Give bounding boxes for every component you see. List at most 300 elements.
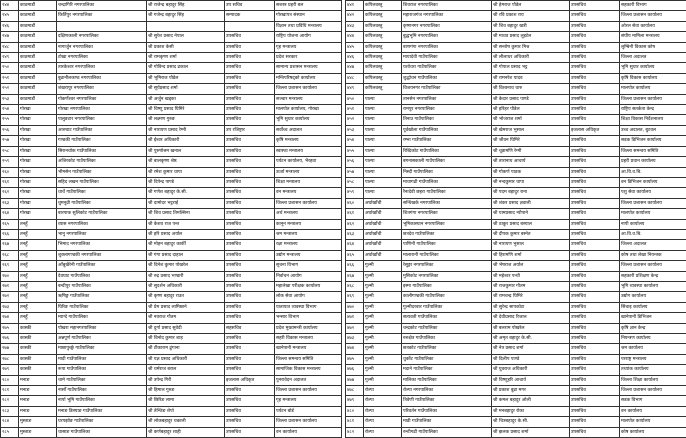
left-table: [0, 0, 342, 438]
table-cell: इजलास अधिकृत: [570, 125, 620, 135]
table-cell: स्वास्थ्य मन्त्रालय: [275, 146, 342, 156]
table-cell: गुल्मी: [364, 365, 402, 375]
table-cell: श्री राजकुमार गौतम: [492, 281, 570, 291]
table-cell: २७५: [1, 323, 19, 333]
table-cell: आ.वि.व.बि.: [620, 229, 686, 239]
table-cell: मनाङ: [19, 375, 57, 385]
table-cell: इजलास अधिकृत: [225, 375, 275, 385]
table-cell: ४७८: [346, 386, 364, 396]
table-cell: श्री धर्मराज बराल: [147, 365, 225, 375]
table-cell: बन्दीपुर गाउँपालिका: [57, 281, 147, 291]
table-cell: श्री माधव प्रसाद लुइटेल: [492, 32, 570, 42]
table-cell: उपसचिव: [225, 53, 275, 63]
table-cell: धार्चे गाउँपालिका: [57, 188, 147, 198]
table-cell: वन कार्यालय: [275, 427, 342, 437]
table-cell: श्री हरिहर पौडेल: [492, 105, 570, 115]
table-cell: काठमाडौं: [19, 11, 57, 21]
table-cell: गुल्मी: [364, 334, 402, 344]
table-cell: उपसचिव: [225, 250, 275, 260]
table-cell: गोरखा: [19, 177, 57, 187]
table-row: [1, 209, 342, 219]
table-cell: [225, 21, 275, 31]
table-cell: श्री खेमराज भुसाल: [492, 125, 570, 135]
table-cell: अर्घाखाँची: [364, 250, 402, 260]
table-cell: श्री तेन्जिङ शेर्पा: [147, 406, 225, 416]
table-cell: सहिद लखन गाउँपालिका: [57, 177, 147, 187]
table-row: [346, 427, 686, 437]
table-cell: उपसचिव: [225, 105, 275, 115]
table-cell: सिरानचोक गाउँपालिका: [57, 146, 147, 156]
table-cell: जिल्ला प्रशासन कार्यालय: [620, 11, 686, 21]
table-cell: कृषि विकास कार्यालय: [620, 73, 686, 83]
table-cell: अर्थ मन्त्रालय: [275, 209, 342, 219]
table-cell: उप रजिष्ट्रार: [225, 125, 275, 135]
table-cell: श्री विष्णुहरि आचार्य: [492, 375, 570, 385]
table-cell: श्री कृष्ण बहादुर राउत: [147, 292, 225, 302]
table-cell: ४४४: [346, 32, 364, 42]
table-cell: मुसिकोट नगरपालिका: [402, 271, 492, 281]
table-cell: उपसचिव: [225, 302, 275, 312]
table-cell: उच्च अदालत, बुटवल: [620, 125, 686, 135]
table-cell: गुल्मी: [364, 323, 402, 333]
table-cell: उपसचिव: [570, 344, 620, 354]
table-cell: जिल्ला अदालत: [620, 53, 686, 63]
table-row: [346, 209, 686, 219]
table-cell: वन कार्यालय: [620, 406, 686, 416]
table-cell: उपसचिव: [570, 240, 620, 250]
table-cell: श्री उपेन्द्र गिरी: [147, 375, 225, 385]
table-cell: सम्पादक: [225, 11, 275, 21]
table-cell: उपसचिव: [225, 406, 275, 416]
table-cell: गोरखा: [19, 115, 57, 125]
table-cell: उपसचिव: [225, 209, 275, 219]
table-cell: २७७: [1, 344, 19, 354]
table-cell: मनाङ: [19, 386, 57, 396]
table-cell: गोरखा: [19, 209, 57, 219]
table-row: [346, 302, 686, 312]
table-cell: तथ्यांक कार्यालय: [620, 365, 686, 375]
table-cell: उपसचिव: [225, 292, 275, 302]
table-cell: पोखरा महानगरपालिका: [57, 323, 147, 333]
table-cell: ४५९: [346, 188, 364, 198]
table-cell: चुमनुव्री गाउँपालिका: [57, 198, 147, 208]
table-cell: श्री पुरुषोत्तम खनाल: [147, 146, 225, 156]
table-cell: उपसचिव: [225, 281, 275, 291]
table-cell: तनहुँ: [19, 250, 57, 260]
table-cell: श्री लीलाधर अधिकारी: [492, 53, 570, 63]
table-cell: उपसचिव: [225, 313, 275, 323]
table-cell: वन डिभिजन कार्यालय: [620, 177, 686, 187]
table-cell: श्री युवराज अधिकारी: [492, 365, 570, 375]
table-cell: शिक्षा मन्त्रालय: [275, 177, 342, 187]
table-cell: कास्की: [19, 354, 57, 364]
table-row: [1, 188, 342, 198]
table-cell: ऊर्जा मन्त्रालय: [275, 167, 342, 177]
table-row: [1, 146, 342, 156]
table-cell: कपिलवस्तु: [364, 32, 402, 42]
table-cell: श्री भूमिराज पौडेल: [147, 73, 225, 83]
table-row: [346, 1, 686, 11]
table-cell: अजिरकोट गाउँपालिका: [57, 157, 147, 167]
table-cell: रोल्पा: [364, 427, 402, 437]
table-cell: कास्की: [19, 365, 57, 375]
table-cell: कास्की: [19, 323, 57, 333]
table-cell: सडक डिभिजन कार्यालय: [620, 136, 686, 146]
table-cell: २५१: [1, 73, 19, 83]
table-cell: घिरिङ गाउँपालिका: [57, 302, 147, 312]
table-cell: व्यास नगरपालिका: [57, 219, 147, 229]
table-cell: ४४५: [346, 42, 364, 52]
table-cell: श्री हिरामणि शर्मा: [492, 250, 570, 260]
table-cell: उपसचिव: [225, 344, 275, 354]
table-cell: २७०: [1, 271, 19, 281]
table-cell: मदाने गाउँपालिका: [402, 365, 492, 375]
table-cell: त्रिवेणी गाउँपालिका: [402, 396, 492, 406]
table-cell: गुल्मी: [364, 313, 402, 323]
table-row: [1, 313, 342, 323]
table-cell: श्री नारायण प्रसाद रेग्मी: [147, 125, 225, 135]
table-cell: उपसचिव: [225, 271, 275, 281]
table-cell: जिल्ला प्रशासन कार्यालय: [620, 198, 686, 208]
table-cell: ४७०: [346, 302, 364, 312]
table-cell: श्री छिरिङ लामा: [147, 396, 225, 406]
table-cell: यातायात व्यवस्था विभाग: [275, 302, 342, 312]
table-row: [1, 229, 342, 239]
table-cell: २६७: [1, 240, 19, 250]
table-cell: काठमाडौं: [19, 63, 57, 73]
table-cell: जिल्ला प्रशासन कार्यालय: [620, 94, 686, 104]
table-row: [346, 375, 686, 385]
table-cell: गोकर्णेश्वर नगरपालिका: [57, 94, 147, 104]
table-cell: उद्योग मन्त्रालय: [275, 250, 342, 260]
table-cell: रम्भा गाउँपालिका: [402, 136, 492, 146]
table-cell: काठमाडौं: [19, 1, 57, 11]
table-row: [346, 271, 686, 281]
table-cell: ४७५: [346, 354, 364, 364]
table-cell: ४५४: [346, 136, 364, 146]
table-cell: वन मन्त्रालय: [275, 188, 342, 198]
table-cell: शुक्लागण्डकी नगरपालिका: [57, 250, 147, 260]
table-cell: अर्घाखाँची: [364, 198, 402, 208]
table-row: [1, 365, 342, 375]
table-cell: श्री शंकर प्रसाद ज्ञवाली: [492, 198, 570, 208]
table-cell: जिल्ला प्रशासन कार्यालय: [275, 417, 342, 427]
table-cell: बुढानीलकण्ठ नगरपालिका: [57, 73, 147, 83]
table-row: [346, 84, 686, 94]
right-column: [345, 0, 686, 430]
table-row: [1, 198, 342, 208]
table-cell: लोक सेवा आयोग: [275, 292, 342, 302]
table-cell: तानसेन नगरपालिका: [402, 94, 492, 104]
table-cell: ४५५: [346, 146, 364, 156]
table-cell: श्री गोविन्द प्रसाद ढकाल: [147, 63, 225, 73]
table-cell: २५०: [1, 63, 19, 73]
table-cell: २५६: [1, 125, 19, 135]
table-row: [346, 21, 686, 31]
table-cell: २६४: [1, 209, 19, 219]
table-cell: अन्नपूर्ण गाउँपालिका: [57, 334, 147, 344]
table-cell: रक्षा मन्त्रालय: [275, 240, 342, 250]
table-cell: पाल्पा: [364, 157, 402, 167]
table-cell: श्री विश्वनाथ थारु: [492, 84, 570, 94]
table-cell: २८२: [1, 396, 19, 406]
table-cell: ४७१: [346, 313, 364, 323]
table-cell: सशस्त्र प्रहरी बल: [275, 1, 342, 11]
table-cell: आँबुखैरेनी गाउँपालिका: [57, 261, 147, 271]
table-cell: श्री लोकबहादुर थकाली: [147, 417, 225, 427]
table-cell: २५३: [1, 94, 19, 104]
table-row: [1, 219, 342, 229]
table-cell: जिल्ला समन्वय समिति: [275, 354, 342, 364]
table-cell: भानु नगरपालिका: [57, 229, 147, 239]
table-cell: गण्डकी गाउँपालिका: [57, 136, 147, 146]
table-cell: उपसचिव: [570, 417, 620, 427]
table-cell: उपसचिव: [225, 84, 275, 94]
table-row: [1, 354, 342, 364]
table-cell: पाल्पा: [364, 105, 402, 115]
table-cell: ४४९: [346, 84, 364, 94]
table-cell: श्री विनोद कुमार शाह: [147, 334, 225, 344]
table-cell: २४५: [1, 11, 19, 21]
table-cell: श्री सन्तोष कुमार मिश्र: [492, 42, 570, 52]
left-column: [0, 0, 341, 430]
table-cell: रेसुङ्गा नगरपालिका: [402, 261, 492, 271]
table-cell: उपसचिव: [225, 417, 275, 427]
table-cell: पर्यटन बोर्ड: [275, 406, 342, 416]
table-cell: ४६४: [346, 240, 364, 250]
table-cell: श्री प्रकाश केसी: [147, 42, 225, 52]
table-cell: उपसचिव: [570, 313, 620, 323]
table-cell: ऋषिङ्ग गाउँपालिका: [57, 292, 147, 302]
table-cell: गुल्मी: [364, 375, 402, 385]
table-cell: प्रदेश मुख्यमन्त्री कार्यालय: [275, 323, 342, 333]
table-row: [346, 167, 686, 177]
table-cell: पशु सेवा कार्यालय: [620, 188, 686, 198]
table-cell: उपसचिव: [225, 115, 275, 125]
table-cell: श्री टीकाराम ढुंगाना: [147, 344, 225, 354]
table-cell: आरुघाट गाउँपालिका: [57, 125, 147, 135]
table-row: [346, 177, 686, 187]
table-row: [346, 261, 686, 271]
table-row: [1, 32, 342, 42]
table-cell: ४६०: [346, 198, 364, 208]
table-cell: २७८: [1, 354, 19, 364]
table-cell: दक्षिणकाली नगरपालिका: [57, 32, 147, 42]
table-row: [346, 292, 686, 302]
table-cell: प्रहरी प्रधान कार्यालय: [620, 157, 686, 167]
table-cell: कपिलवस्तु: [364, 63, 402, 73]
table-cell: महालेखा परीक्षक कार्यालय: [275, 281, 342, 291]
table-cell: श्री रामकृष्ण शर्मा: [147, 53, 225, 63]
table-cell: उपसचिव: [570, 136, 620, 146]
table-cell: कास्की: [19, 344, 57, 354]
table-cell: श्री अमृत बहादुर के.सी.: [492, 334, 570, 344]
table-cell: श्री रमेश कुमार थापा: [147, 167, 225, 177]
table-cell: राष्ट्रिय योजना आयोग: [275, 32, 342, 42]
table-cell: उपसचिव: [570, 334, 620, 344]
table-cell: गुल्मी: [364, 354, 402, 364]
table-cell: कपिलवस्तु: [364, 11, 402, 21]
table-cell: भूमिकास्थान नगरपालिका: [402, 219, 492, 229]
table-cell: ओरल सेवा कार्यालय: [620, 21, 686, 31]
table-cell: श्री यज्ञ प्रसाद अधिकारी: [147, 354, 225, 364]
table-cell: माडी गाउँपालिका: [402, 417, 492, 427]
table-cell: कपिलवस्तु: [364, 1, 402, 11]
table-row: [346, 42, 686, 52]
table-row: [1, 344, 342, 354]
table-cell: छत्रकोट गाउँपालिका: [402, 344, 492, 354]
table-row: [346, 136, 686, 146]
table-cell: उपसचिव: [225, 32, 275, 42]
table-cell: तनहुँ: [19, 313, 57, 323]
table-cell: तारकेश्वर नगरपालिका: [57, 63, 147, 73]
table-row: [346, 229, 686, 239]
table-cell: श्री कर्णबहादुर शाही: [147, 427, 225, 437]
table-cell: गुल्मी: [364, 271, 402, 281]
table-cell: श्री पदम बहादुर राना: [492, 188, 570, 198]
table-cell: श्री सूर्यप्रसाद शर्मा: [147, 84, 225, 94]
table-cell: श्री तारानाथ आचार्य: [492, 157, 570, 167]
table-cell: श्री रवि प्रकाश राय: [492, 11, 570, 21]
table-cell: काठमाडौं: [19, 53, 57, 63]
table-cell: संघीय मामिला मन्त्रालय: [620, 32, 686, 42]
table-cell: २५७: [1, 136, 19, 146]
table-cell: उपसचिव: [225, 136, 275, 146]
table-cell: सहकारी विभाग: [620, 1, 686, 11]
table-cell: ४८०: [346, 406, 364, 416]
table-cell: बाणगंगा नगरपालिका: [402, 42, 492, 52]
table-cell: उपसचिव: [570, 73, 620, 83]
table-cell: श्री ठाकुर प्रसाद बस्याल: [492, 219, 570, 229]
table-cell: २७३: [1, 302, 19, 312]
right-table: [345, 0, 686, 438]
table-cell: तनहुँ: [19, 219, 57, 229]
table-cell: ४५८: [346, 177, 364, 187]
table-cell: उपसचिव: [570, 11, 620, 21]
table-cell: तिनाउ गाउँपालिका: [402, 115, 492, 125]
table-cell: उपसचिव: [225, 229, 275, 239]
table-cell: उपसचिव: [570, 271, 620, 281]
table-cell: गोरखा: [19, 136, 57, 146]
left-table-body: [1, 1, 342, 438]
table-cell: ४८२: [346, 427, 364, 437]
table-cell: कानून मन्त्रालय: [275, 219, 342, 229]
table-cell: गोरखा: [19, 146, 57, 156]
table-cell: तनहुँ: [19, 229, 57, 239]
table-cell: उपसचिव: [570, 188, 620, 198]
table-row: [346, 105, 686, 115]
table-row: [346, 146, 686, 156]
table-cell: श्री बालकृष्ण श्रेष्ठ: [147, 157, 225, 167]
table-cell: श्री बलराम पोखरेल: [492, 323, 570, 333]
table-cell: गुल्मी: [364, 292, 402, 302]
table-cell: उपसचिव: [570, 32, 620, 42]
table-cell: शितगंगा नगरपालिका: [402, 209, 492, 219]
table-cell: बगनासकाली गाउँपालिका: [402, 157, 492, 167]
table-cell: कोष तथा लेखा नियन्त्रक: [620, 250, 686, 260]
table-cell: काठमाडौं: [19, 32, 57, 42]
table-cell: गृह मन्त्रालय: [275, 42, 342, 52]
table-cell: श्री रुद्र प्रसाद भण्डारी: [147, 271, 225, 281]
table-cell: उपसचिव: [225, 73, 275, 83]
table-row: [1, 386, 342, 396]
table-cell: श्री नवराज गौतम: [147, 313, 225, 323]
table-cell: २७९: [1, 365, 19, 375]
table-cell: नियन्त्रण कार्यालय: [620, 334, 686, 344]
table-cell: उपसचिव: [225, 427, 275, 437]
table-cell: उपसचिव: [225, 334, 275, 344]
table-cell: ४४१: [346, 1, 364, 11]
table-cell: श्री रामनरेश यादव: [492, 73, 570, 83]
table-row: [346, 354, 686, 364]
table-cell: गुल्मी: [364, 261, 402, 271]
table-cell: उपसचिव: [225, 94, 275, 104]
table-cell: छत्रदेव गाउँपालिका: [402, 229, 492, 239]
table-cell: श्री गोपाल प्रसाद भट्ट: [492, 63, 570, 73]
table-cell: रामपुर नगरपालिका: [402, 105, 492, 115]
table-row: [1, 261, 342, 271]
table-cell: विजयनगर गाउँपालिका: [402, 84, 492, 94]
table-row: [1, 94, 342, 104]
table-cell: पुनरावेदन अदालत: [275, 375, 342, 385]
table-cell: श्री हिमाल गुरुङ: [147, 386, 225, 396]
table-cell: आ.वि.व.बि.: [620, 167, 686, 177]
table-row: [1, 84, 342, 94]
table-cell: म्याग्दे गाउँपालिका: [57, 313, 147, 323]
table-cell: ४६६: [346, 261, 364, 271]
table-cell: ४४३: [346, 21, 364, 31]
table-cell: ४४६: [346, 53, 364, 63]
table-cell: श्री दिनेश कुमार पोखरेल: [147, 261, 225, 271]
table-cell: टोखा नगरपालिका: [57, 53, 147, 63]
table-cell: रोल्पा नगरपालिका: [402, 386, 492, 396]
table-cell: सहसचिव: [225, 323, 275, 333]
table-cell: ४७७: [346, 375, 364, 385]
table-cell: मालपोत कार्यालय: [620, 209, 686, 219]
table-cell: गोरखा: [19, 188, 57, 198]
table-cell: रिब्दिकोट गाउँपालिका: [402, 146, 492, 156]
table-cell: २५२: [1, 84, 19, 94]
table-cell: गुल्मी: [364, 281, 402, 291]
table-row: [346, 188, 686, 198]
table-cell: उपसचिव: [570, 115, 620, 125]
table-cell: ४६८: [346, 281, 364, 291]
table-row: [1, 73, 342, 83]
table-cell: २७६: [1, 334, 19, 344]
table-cell: गुल्मी: [364, 344, 402, 354]
table-cell: उद्योग कार्यालय: [620, 292, 686, 302]
table-cell: सिंचाइ कार्यालय: [620, 302, 686, 312]
table-cell: ४६२: [346, 219, 364, 229]
table-cell: अर्घाखाँची: [364, 219, 402, 229]
table-cell: मालपोत कार्यालय: [620, 417, 686, 427]
table-cell: २६६: [1, 229, 19, 239]
table-cell: श्री केशव राज पन्त: [147, 219, 225, 229]
table-cell: उपसचिव: [570, 157, 620, 167]
table-cell: उपसचिव: [570, 396, 620, 406]
table-cell: उपसचिव: [225, 167, 275, 177]
table-cell: कपिलवस्तु: [364, 73, 402, 83]
table-cell: श्री ईश्वर अधिकारी: [147, 136, 225, 146]
table-cell: रैनादेवी छहरा गाउँपालिका: [402, 188, 492, 198]
table-cell: अर्घाखाँची: [364, 240, 402, 250]
table-cell: श्री कमल बहादुर ओली: [492, 396, 570, 406]
table-cell: इस्मा गाउँपालिका: [402, 281, 492, 291]
table-cell: मालिका गाउँपालिका: [402, 375, 492, 385]
table-cell: २५५: [1, 115, 19, 125]
table-cell: उपसचिव: [225, 42, 275, 52]
table-cell: श्री शिव प्रसाद तिमल्सिना: [147, 209, 225, 219]
